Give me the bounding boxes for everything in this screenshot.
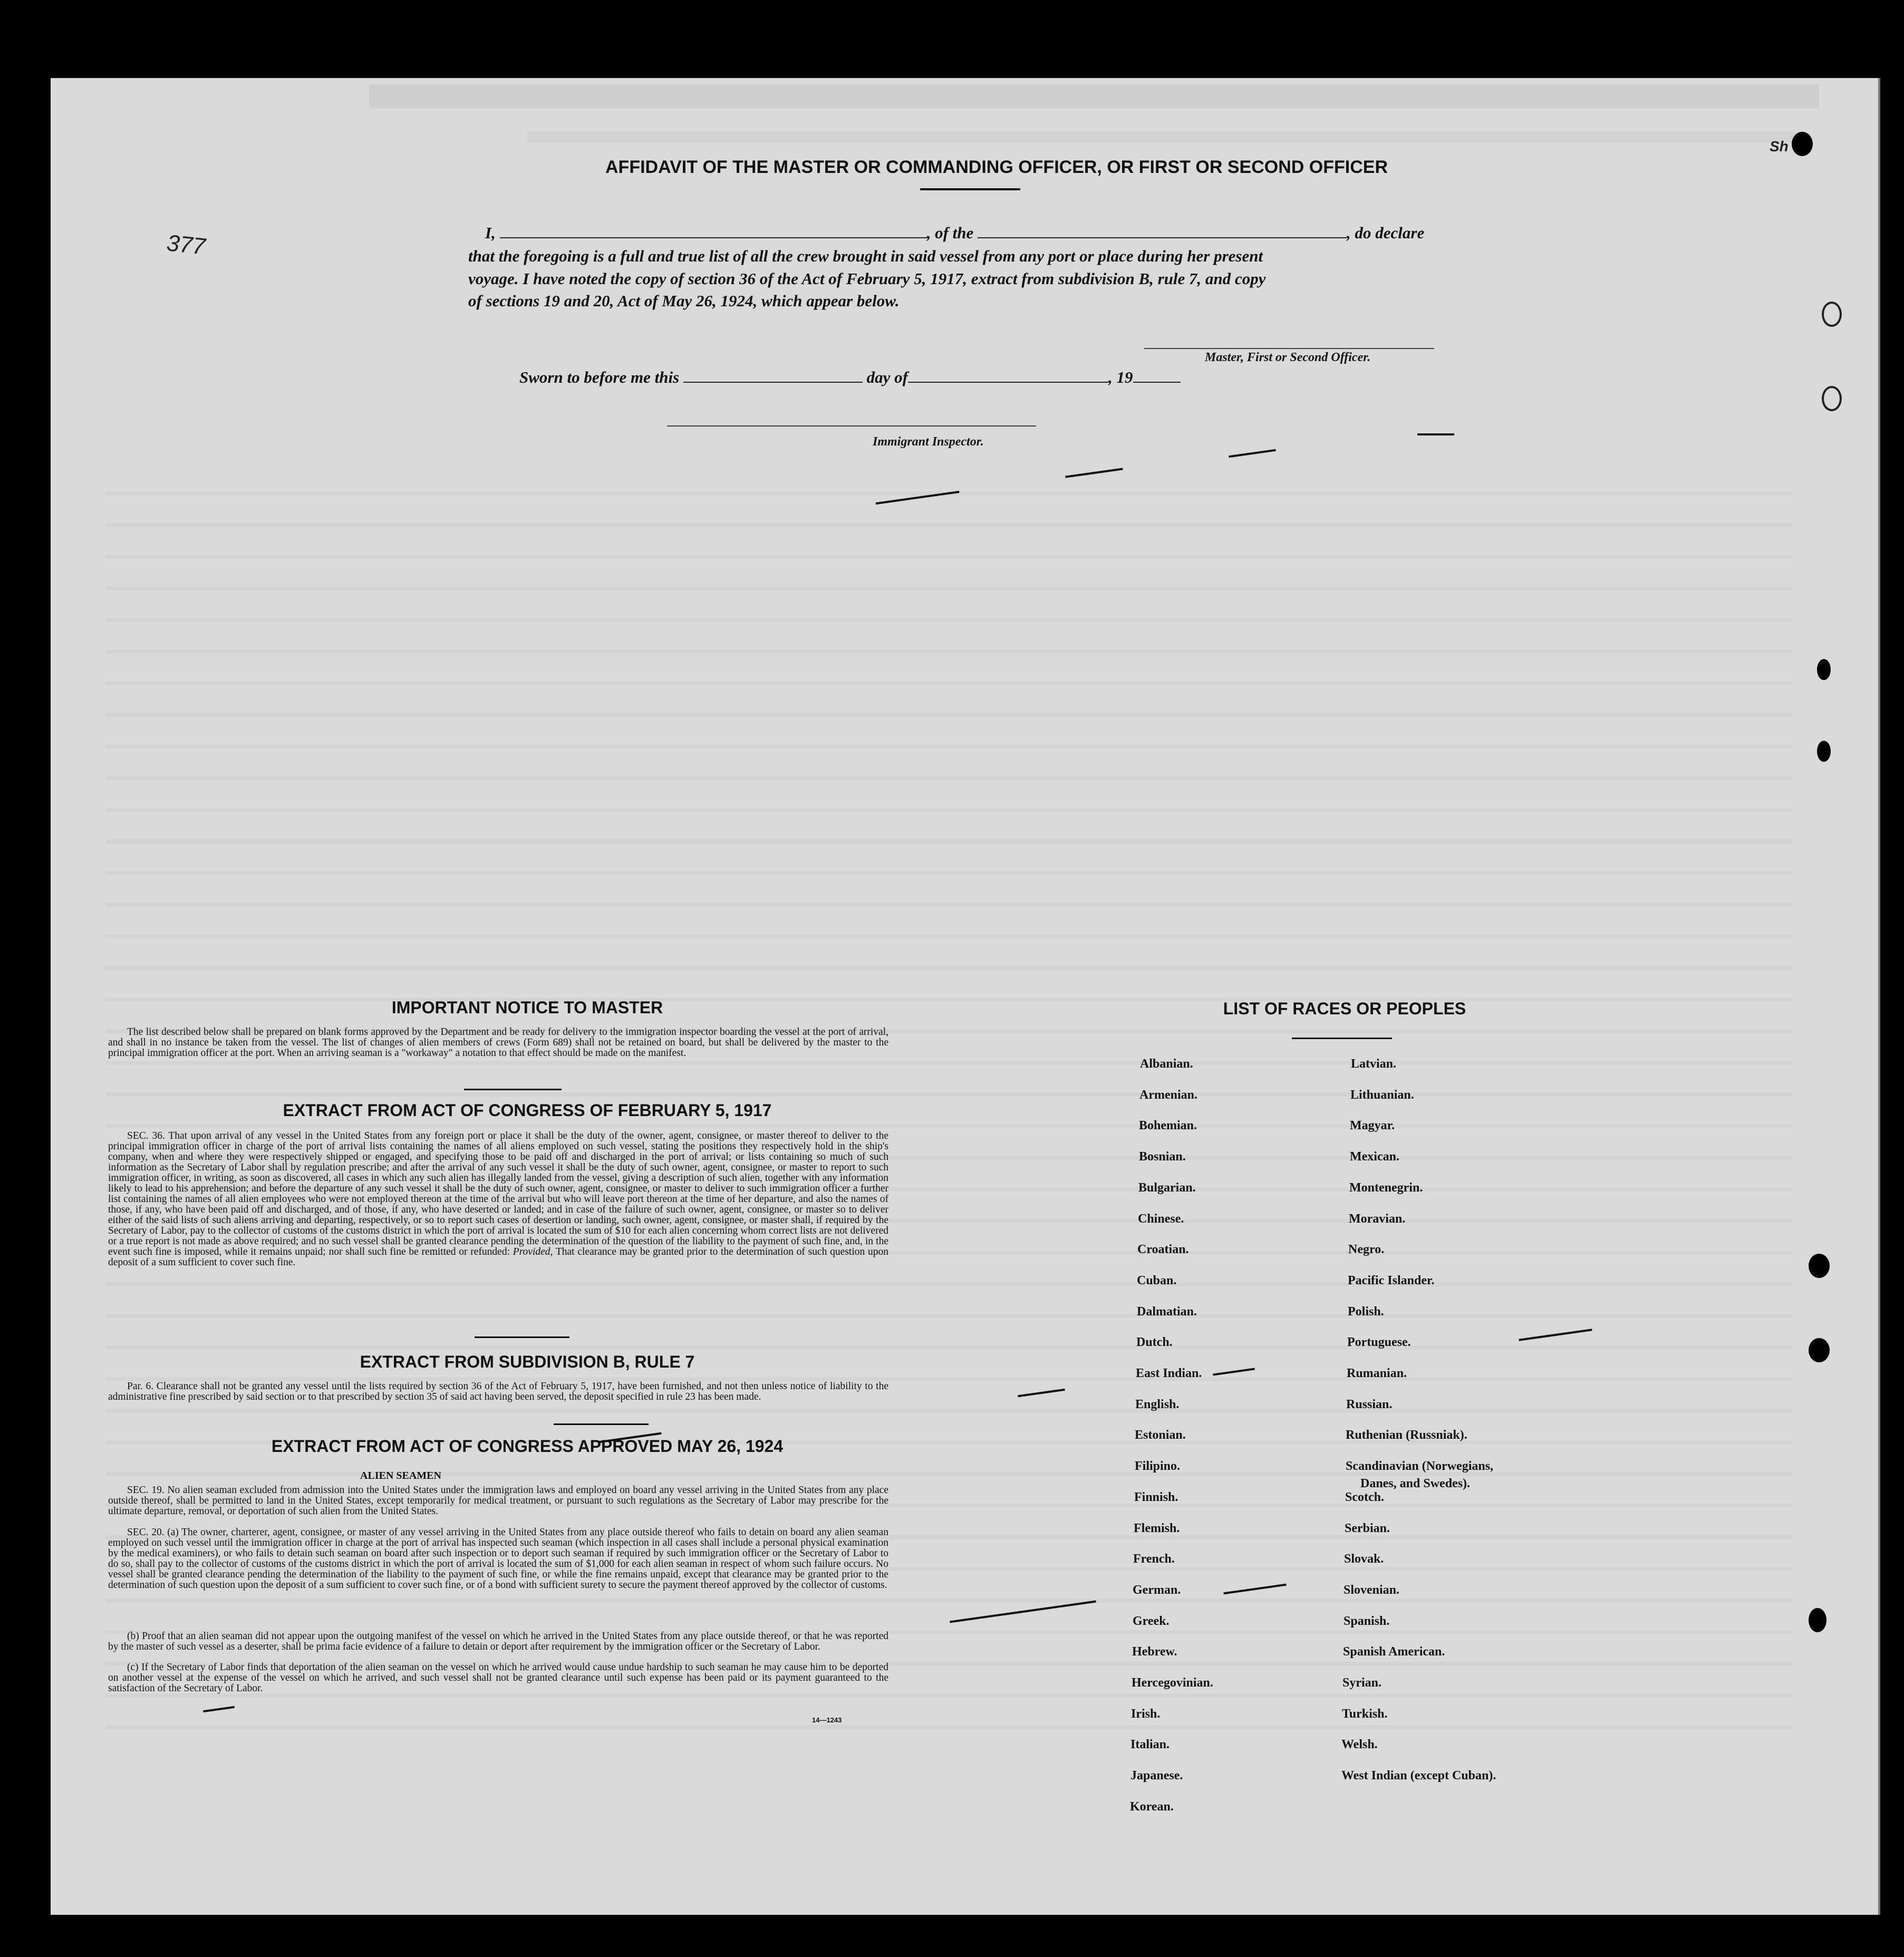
master-signature-label: Master, First or Second Officer. bbox=[1205, 351, 1371, 364]
bleed-through-header bbox=[369, 84, 1819, 158]
race-item: Hebrew. bbox=[1132, 1645, 1177, 1659]
sworn-day-field[interactable] bbox=[683, 369, 863, 383]
act1924-sec19: SEC. 19. No alien seaman excluded from admission into the United States under the immigration laws and employed on board any vessel arriving in the United States from any place outside thereof, shall be permitted to land in the United States, except temporarily for medical treatment, or pursuant to such regulations as the Secretary of Labor may prescribe for the ultimate departure, removal, or deportation of such alien from the United States. bbox=[108, 1485, 888, 1517]
punch-hole-2 bbox=[1817, 659, 1831, 680]
race-item: Welsh. bbox=[1341, 1738, 1378, 1752]
declarant-label: I, bbox=[485, 224, 496, 242]
punch-hole-5 bbox=[1809, 1338, 1830, 1362]
rule7-title: EXTRACT FROM SUBDIVISION B, RULE 7 bbox=[360, 1352, 695, 1371]
act1924-subtitle: ALIEN SEAMEN bbox=[360, 1470, 441, 1481]
race-item: Estonian. bbox=[1135, 1428, 1186, 1442]
race-item: Scandinavian (Norwegians, bbox=[1346, 1459, 1494, 1474]
affidavit-line-2: that the foregoing is a full and true list of all the crew brought in said vessel from any port or place during her present bbox=[468, 247, 1263, 265]
race-item: Bulgarian. bbox=[1138, 1180, 1196, 1195]
sworn-line bbox=[519, 368, 1181, 387]
notice-rule bbox=[464, 1089, 562, 1090]
declarant-name-field[interactable] bbox=[500, 225, 927, 238]
punch-hole-1 bbox=[1792, 132, 1813, 156]
sworn-year-field[interactable] bbox=[1133, 369, 1181, 383]
race-item: Negro. bbox=[1348, 1243, 1385, 1257]
race-item: Portuguese. bbox=[1347, 1335, 1411, 1350]
races-rule bbox=[1292, 1038, 1392, 1039]
of-the-label: , of the bbox=[926, 224, 974, 242]
race-item: English. bbox=[1135, 1397, 1180, 1411]
races-title: LIST OF RACES OR PEOPLES bbox=[1223, 999, 1466, 1018]
race-item: Pacific Islander. bbox=[1348, 1273, 1435, 1287]
sworn-month-field[interactable] bbox=[908, 369, 1108, 383]
race-item: East Indian. bbox=[1136, 1367, 1202, 1380]
race-item: Korean. bbox=[1130, 1799, 1174, 1814]
punch-hole-3 bbox=[1817, 741, 1831, 762]
race-item: Scotch. bbox=[1345, 1490, 1384, 1504]
act1924-sec20c: (c) If the Secretary of Labor finds that deportation of the alien seaman on the vessel on which he arrived would cause undue hardship to such seaman he may cause him to be deported on another vessel at the expense of the vessel on which he arrived, and such vessel shall not be granted clearance until such expense has been paid or its payment guaranteed to the satisfaction of the Secretary of Labor. bbox=[108, 1662, 888, 1694]
race-item: Bosnian. bbox=[1139, 1150, 1186, 1164]
race-item: Dutch. bbox=[1136, 1335, 1173, 1350]
race-item: Danes, and Swedes). bbox=[1360, 1477, 1471, 1491]
race-item: Serbian. bbox=[1345, 1521, 1390, 1535]
race-item: Latvian. bbox=[1351, 1057, 1397, 1071]
race-item: Russian. bbox=[1346, 1397, 1393, 1411]
do-declare-label: , do declare bbox=[1347, 224, 1425, 242]
rule7-text: Par. 6. Clearance shall not be granted any vessel until the lists required by section 36 of the Act of February 5, 1917, have been furnished, and not then unless notice of liability to the administrative fine prescribed by said section or to that prescribed by section 35 of said act having been served, the deposit specified in rule 23 has been made. bbox=[108, 1381, 888, 1402]
act1917-section-36 bbox=[108, 1131, 888, 1268]
affidavit-line-4: of sections 19 and 20, Act of May 26, 1924, which appear below. bbox=[468, 292, 900, 310]
affidavit-title: AFFIDAVIT OF THE MASTER OR COMMANDING OFFICER, OR FIRST OR SECOND OFFICER bbox=[605, 157, 1388, 177]
race-item: German. bbox=[1133, 1583, 1181, 1597]
handwritten-page-mark: 377 bbox=[165, 230, 207, 260]
race-item: Slovak. bbox=[1344, 1552, 1384, 1566]
race-item: Moravian. bbox=[1349, 1212, 1406, 1226]
race-item: Chinese. bbox=[1138, 1212, 1184, 1226]
act1917-proviso: Provided, bbox=[513, 1246, 553, 1257]
pencil-mark bbox=[1417, 433, 1454, 435]
punch-hole-ring-1 bbox=[1822, 302, 1842, 327]
act1917-rule bbox=[475, 1336, 569, 1338]
race-item: Lithuanian. bbox=[1350, 1088, 1414, 1102]
punch-hole-4 bbox=[1809, 1254, 1830, 1278]
day-of-label: day of bbox=[866, 368, 908, 386]
race-item: Turkish. bbox=[1342, 1707, 1388, 1721]
race-item: Hercegovinian. bbox=[1132, 1676, 1213, 1690]
race-item: Greek. bbox=[1133, 1614, 1170, 1628]
race-item: Magyar. bbox=[1350, 1119, 1395, 1133]
race-item: Mexican. bbox=[1350, 1150, 1399, 1164]
sworn-label: Sworn to before me this bbox=[519, 368, 680, 386]
master-signature-line[interactable] bbox=[1144, 348, 1434, 349]
act1917-title: EXTRACT FROM ACT OF CONGRESS OF FEBRUARY 5, 1917 bbox=[283, 1101, 772, 1120]
act1917-text: SEC. 36. That upon arrival of any vessel in the United States from any foreign port or place it shall be the duty of the owner, agent, consignee, or master thereof to deliver to the principal immigration officer in charge of the port of arrival lists containing the names of all aliens employed on such vessel, stating the positions they respectively hold in the ship's company, when and where they were respectively shipped or engaged, and specifying those to be paid off and discharged in the port of arrival; or lists containing so much of such information as the Secretary of Labor shall by regulation prescribe; and after the arrival of any such vessel it shall be the duty of such owner, agent, consignee, or master to report to such immigration officer, in writing, as soon as discovered, all cases in which any such alien has illegally landed from the vessel, giving a description of such alien, together with any information likely to lead to his apprehension; and before the departure of any such vessel it shall be the duty of such owner, agent, consignee, or master to deliver to such immigration officer a further list containing the names of all alien employees who were not employed thereon at the time of the arrival but who will leave port thereon at the time of her departure, and also the names of those, if any, who have been paid off and discharged, and of those, if any, who have deserted or landed; and in case of the failure of such owner, agent, consignee, or master so to deliver either of the said lists of such aliens arriving and departing, respectively, or so to report such cases of desertion or landing, such owner, agent, consignee, or master shall, if required by the Secretary of Labor, pay to the collector of customs of the customs district in which the port of arrival is located the sum of $10 for each alien concerning whom correct lists are not delivered or a true report is not made as above required; and no such vessel shall be granted clearance pending the determination of the question of the liability to the payment of such fine, and, in the event such fine is imposed, while it remains unpaid; nor shall such fine be remitted or refunded: bbox=[108, 1130, 888, 1257]
notice-title: IMPORTANT NOTICE TO MASTER bbox=[391, 998, 663, 1017]
race-item: French. bbox=[1133, 1552, 1175, 1566]
race-item: Cuban. bbox=[1137, 1273, 1177, 1287]
race-item: Finnish. bbox=[1134, 1490, 1178, 1504]
race-item: Slovenian. bbox=[1344, 1583, 1400, 1597]
race-item: Irish. bbox=[1131, 1707, 1161, 1721]
act1924-sec20b: (b) Proof that an alien seaman did not appear upon the outgoing manifest of the vessel on which he arrived in the United States from any place outside thereof, or that he was reported by the master of such vessel as a deserter, shall be prima facie evidence of a failure to detain or deport after requirement by the immigration officer or the Secretary of Labor. bbox=[108, 1631, 888, 1652]
race-item: Ruthenian (Russniak). bbox=[1346, 1428, 1467, 1442]
act1924-title: EXTRACT FROM ACT OF CONGRESS APPROVED MAY 26, 1924 bbox=[271, 1437, 784, 1456]
race-item: Dalmatian. bbox=[1137, 1304, 1197, 1319]
race-item: Italian. bbox=[1130, 1738, 1170, 1752]
race-item: Armenian. bbox=[1139, 1088, 1197, 1102]
notice-text: The list described below shall be prepared on blank forms approved by the Department and be ready for delivery to the immigration inspector boarding the vessel at the port of arrival, and shall in no instance be taken from the vessel. The list of changes of alien members of crews (Form 689) shall not be retained on board, but shall be delivered by the master to the principal immigration officer at the port. When an arriving seaman is a "workaway" a notation to that effect should be made on the manifest. bbox=[108, 1026, 888, 1059]
race-item: Montenegrin. bbox=[1349, 1180, 1423, 1195]
inspector-signature-line[interactable] bbox=[667, 425, 1036, 427]
race-item: Polish. bbox=[1348, 1304, 1384, 1319]
inspector-label: Immigrant Inspector. bbox=[873, 435, 984, 449]
act1917-text-end: That clearance may be granted prior to the determination of such question upon deposit of a sum sufficient to cover such fine. bbox=[108, 1246, 888, 1268]
affidavit-line-3: voyage. I have noted the copy of section 36 of the Act of February 5, 1917, extract from subdivision B, rule 7, and copy bbox=[468, 269, 1266, 288]
punch-hole-ring-2 bbox=[1822, 386, 1842, 411]
race-item: Croatian. bbox=[1137, 1243, 1189, 1257]
act1924-sec20a: SEC. 20. (a) The owner, charterer, agent, consignee, or master of any vessel arriving in the United States from any place outside thereof who fails to detain on board any alien seaman employed on such vessel until the immigration officer in charge at the port of arrival has inspected such seaman (which inspection in all cases shall include a personal physical examination by the medical examiners), or who fails to detain such seaman on board after such inspection or to deport such seaman if required by such immigration officer or the Secretary of Labor to do so, shall pay to the collector of customs of the customs district in which the port of arrival is located the sum of $1,000 for each alien seaman in respect of whom such failure occurs. No vessel shall be granted clearance pending the determination of the liability to the payment of such fine, or while the fine remains unpaid, except that clearance may be granted prior to the determination of such question upon the deposit of a sum sufficient to cover such fine, or of a bond with sufficient surety to secure the payment thereof approved by the collector of customs. bbox=[108, 1527, 888, 1591]
rule7-rule bbox=[554, 1423, 649, 1425]
race-item: Flemish. bbox=[1134, 1521, 1180, 1535]
vessel-name-field[interactable] bbox=[978, 225, 1347, 238]
year-prefix-label: , 19 bbox=[1108, 368, 1133, 386]
affidavit-line-1 bbox=[485, 224, 1424, 243]
race-item: Albanian. bbox=[1140, 1057, 1193, 1071]
race-item: Filipino. bbox=[1135, 1459, 1181, 1474]
form-number: 14—1243 bbox=[812, 1716, 842, 1724]
punch-hole-6 bbox=[1809, 1608, 1826, 1632]
handwritten-corner-mark: Sh bbox=[1770, 138, 1789, 154]
race-item: West Indian (except Cuban). bbox=[1341, 1769, 1496, 1783]
race-item: Bohemian. bbox=[1139, 1119, 1197, 1133]
race-item: Japanese. bbox=[1130, 1769, 1183, 1783]
race-item: Syrian. bbox=[1342, 1676, 1382, 1690]
race-item: Spanish American. bbox=[1343, 1645, 1445, 1659]
title-rule bbox=[920, 188, 1020, 190]
race-item: Rumanian. bbox=[1347, 1367, 1407, 1380]
race-item: Spanish. bbox=[1344, 1614, 1390, 1628]
